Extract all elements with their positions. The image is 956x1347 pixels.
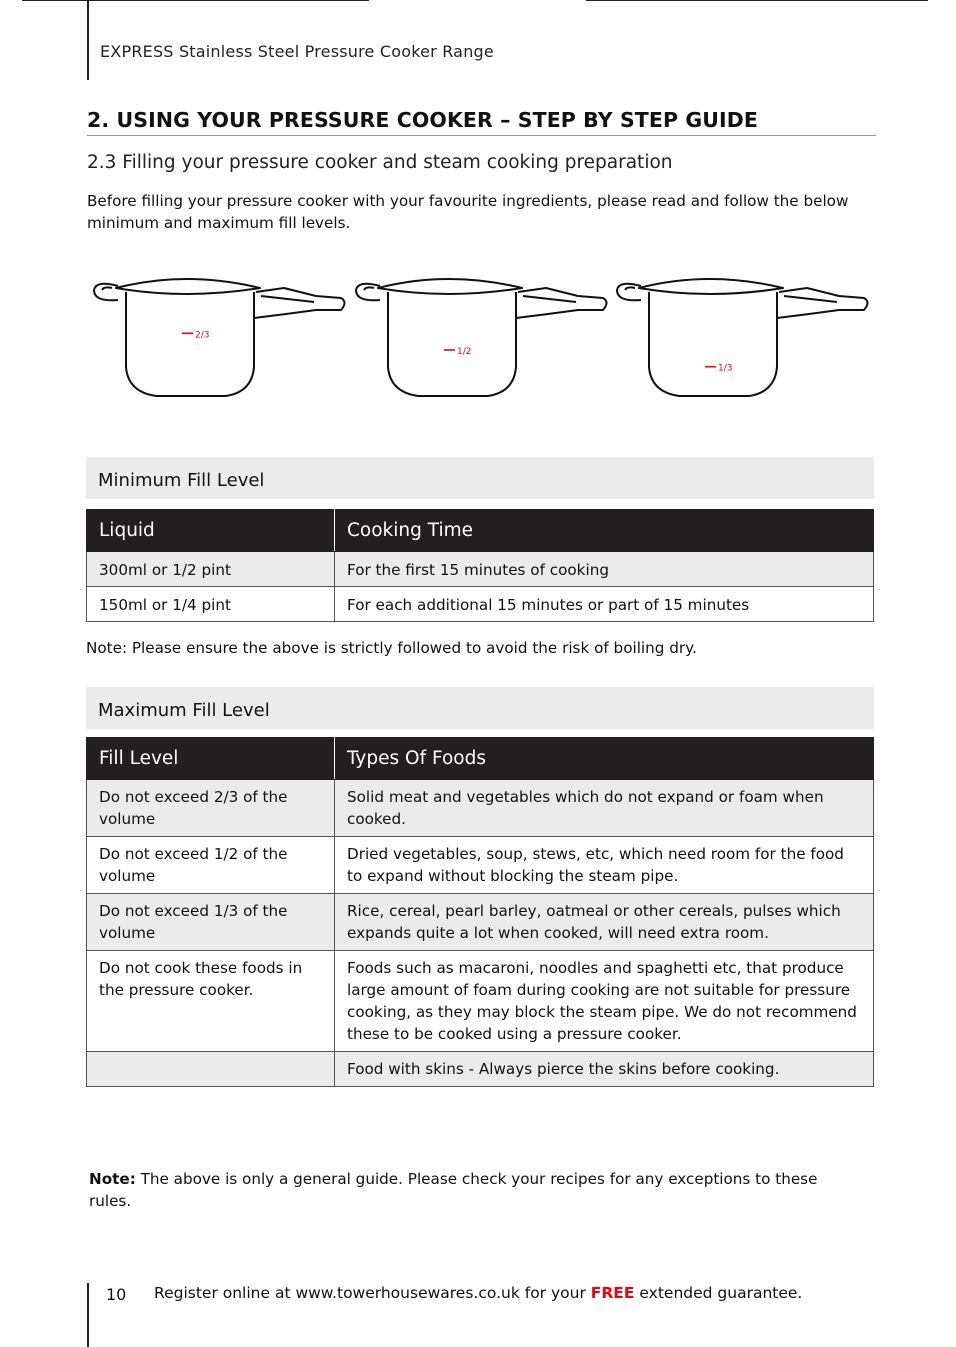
table-row xyxy=(87,894,874,951)
table-cell: Foods such as macaroni, noodles and spaghetti etc, that produce large amount of foam during cooking are not suitable for pressure cooking, as they may block the steam pipe. We do not recommend these to be cooked using a pressure cooker. xyxy=(335,951,874,1052)
footer-text-after: extended guarantee. xyxy=(634,1284,803,1302)
pot-outline xyxy=(649,292,777,396)
footer-vertical-rule xyxy=(87,1283,89,1347)
table-row xyxy=(87,587,874,622)
max-fill-table xyxy=(86,737,874,1087)
pot-1 xyxy=(94,279,345,396)
section-title: 2. USING YOUR PRESSURE COOKER – STEP BY STEP GUIDE xyxy=(87,108,876,136)
pot-outline xyxy=(777,288,868,318)
table-cell: Do not exceed 1/3 of the volume xyxy=(87,894,335,951)
table-cell: Rice, cereal, pearl barley, oatmeal or other cereals, pulses which expands quite a lot when cooked, will need extra room. xyxy=(335,894,874,951)
footer-text-before: Register online at www.towerhousewares.co.uk for your xyxy=(154,1284,591,1302)
table-cell: 300ml or 1/2 pint xyxy=(87,552,335,587)
pot-outline xyxy=(102,287,112,290)
table-cell: Do not cook these foods in the pressure cooker. xyxy=(87,951,335,1052)
table-row xyxy=(87,1052,874,1087)
header-vertical-rule xyxy=(87,0,89,80)
table-row xyxy=(87,837,874,894)
min-header-liquid: Liquid xyxy=(87,510,335,552)
pot-outline xyxy=(254,288,345,318)
fill-level-illustration xyxy=(86,262,876,412)
footer-free-highlight: FREE xyxy=(590,1284,635,1302)
pot-outline xyxy=(378,279,522,294)
pot-2 xyxy=(356,279,607,396)
table-cell: Do not exceed 2/3 of the volume xyxy=(87,780,335,837)
table-cell xyxy=(87,1052,335,1087)
intro-paragraph: Before filling your pressure cooker with your favourite ingredients, please read and follow the below minimum and maximum fill levels. xyxy=(87,192,849,232)
min-header-cooking-time: Cooking Time xyxy=(335,510,874,552)
max-header-types-of-foods: Types Of Foods xyxy=(335,738,874,780)
table-cell: Food with skins - Always pierce the skins before cooking. xyxy=(335,1052,874,1087)
pot-outline xyxy=(784,296,837,302)
pot-outline xyxy=(116,279,260,294)
pot-outline xyxy=(617,284,641,301)
table-cell: 150ml or 1/4 pint xyxy=(87,587,335,622)
pot-outline xyxy=(261,296,314,302)
pot-outline xyxy=(364,287,374,290)
page-number: 10 xyxy=(106,1285,127,1304)
pot-outline xyxy=(516,288,607,318)
running-header: EXPRESS Stainless Steel Pressure Cooker Range xyxy=(100,42,494,61)
table-row xyxy=(87,951,874,1052)
table-cell: Do not exceed 1/2 of the volume xyxy=(87,837,335,894)
note-label: Note: xyxy=(89,1170,136,1188)
pot-outline xyxy=(126,292,254,396)
table-cell: Solid meat and vegetables which do not expand or foam when cooked. xyxy=(335,780,874,837)
footer-guarantee xyxy=(154,1284,802,1302)
table-cell: Dried vegetables, soup, stews, etc, which need room for the food to expand without blocking the steam pipe. xyxy=(335,837,874,894)
max-fill-heading: Maximum Fill Level xyxy=(86,687,874,729)
top-rule-right xyxy=(586,0,928,1)
table-row xyxy=(87,552,874,587)
pot-outline xyxy=(94,284,118,301)
general-note xyxy=(89,1168,859,1212)
pot-outline xyxy=(388,292,516,396)
pot-3 xyxy=(617,279,868,396)
min-fill-note: Note: Please ensure the above is strictly followed to avoid the risk of boiling dry. xyxy=(86,639,697,657)
pot-outline xyxy=(356,284,380,301)
top-rule-left xyxy=(22,0,369,1)
max-header-fill-level: Fill Level xyxy=(87,738,335,780)
table-cell: For the first 15 minutes of cooking xyxy=(335,552,874,587)
subsection-title: 2.3 Filling your pressure cooker and steam cooking preparation xyxy=(87,152,673,173)
pot-outline xyxy=(625,287,635,290)
pot-outline xyxy=(639,279,783,294)
fill-mark-label: 1/3 xyxy=(718,363,733,374)
pot-outline xyxy=(523,296,576,302)
fill-mark-label: 1/2 xyxy=(457,347,472,357)
fill-mark-label: 2/3 xyxy=(195,330,210,341)
note-text: The above is only a general guide. Please check your recipes for any exceptions to these rules. xyxy=(89,1170,818,1210)
table-cell: For each additional 15 minutes or part of 15 minutes xyxy=(335,587,874,622)
min-fill-table xyxy=(86,509,874,622)
table-row xyxy=(87,780,874,837)
min-fill-heading: Minimum Fill Level xyxy=(86,457,874,499)
